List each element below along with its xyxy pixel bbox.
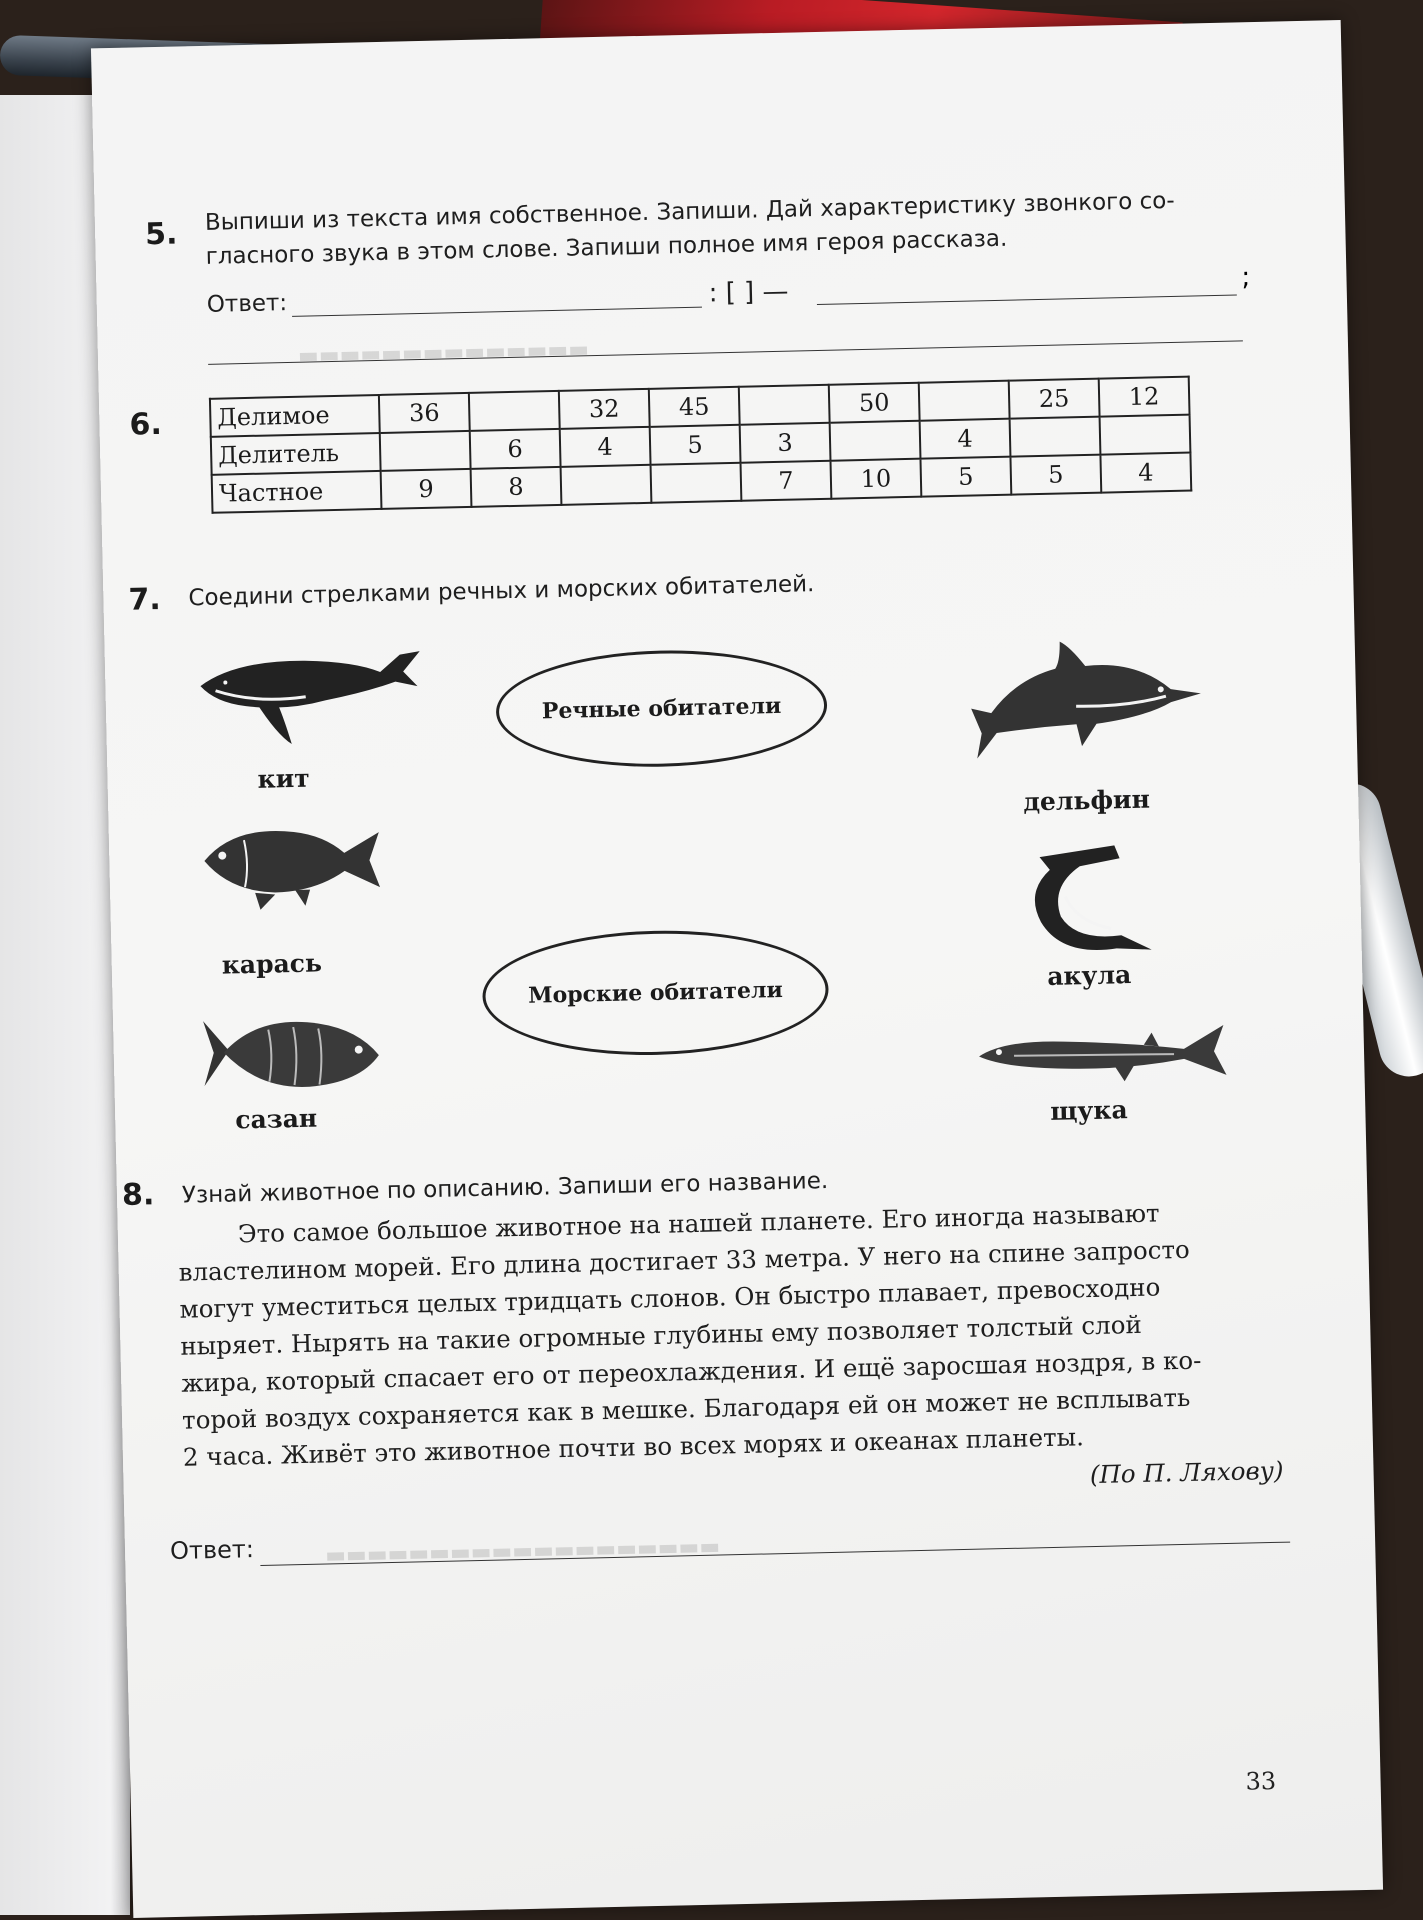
table-cell: 5: [650, 425, 741, 465]
table-cell[interactable]: [1100, 415, 1191, 455]
task6-number: 6.: [129, 406, 163, 443]
task8-instruction: Узнай животное по описанию. Запиши его название.: [181, 1167, 829, 1209]
table-cell: 6: [470, 429, 561, 469]
task5-answer-label: Ответ:: [206, 290, 288, 318]
dolphin-icon[interactable]: [965, 633, 1208, 768]
task5-number: 5.: [144, 216, 178, 253]
table-cell[interactable]: [1010, 417, 1101, 457]
workbook-page: [91, 20, 1383, 1918]
task5-instruction: [205, 181, 1286, 273]
table-cell: 5: [1010, 455, 1101, 495]
table-cell[interactable]: [651, 463, 742, 503]
table-cell[interactable]: [919, 381, 1010, 421]
oval-sea-dwellers[interactable]: Морские обитатели: [481, 927, 830, 1059]
table-cell: 45: [649, 387, 740, 427]
table-cell: 5: [920, 457, 1011, 497]
table-cell[interactable]: [380, 431, 471, 471]
story-source: (По П. Ляхову): [1089, 1455, 1284, 1490]
carp-fish-icon[interactable]: [198, 997, 390, 1106]
bleed-through: ▬▬▬▬▬▬▬▬▬▬▬▬▬▬▬▬▬▬▬: [324, 1534, 721, 1569]
task7-instruction: Соедини стрелками речных и морских обитателей.: [188, 571, 815, 612]
story-line: торой воздух сохраняется как в мешке. Благодаря ей он может не всплывать: [181, 1382, 1191, 1435]
shark-icon[interactable]: [1019, 839, 1162, 962]
division-table: [209, 376, 1192, 514]
table-cell: 4: [1100, 453, 1191, 493]
story-line: 2 часа. Живёт это животное почти во всех морях и океанах планеты.: [182, 1422, 1085, 1472]
task8-answer-label: Ответ:: [169, 1535, 255, 1566]
table-cell: 32: [559, 389, 650, 429]
row-header: Делимое: [210, 395, 380, 437]
table-cell[interactable]: [561, 465, 652, 505]
story-line: жира, который спасает его от переохлаждения. И ещё заросшая ноздря, в ко-: [180, 1345, 1202, 1398]
story-line: властелином морей. Его длина достигает 33 метра. У него на спине запросто: [178, 1234, 1191, 1287]
label-crucian: карась: [221, 948, 323, 980]
label-dolphin: дельфин: [1022, 784, 1151, 817]
story-line: ныряет. Нырять на такие огромные глубины ему позволяет толстый слой: [180, 1309, 1143, 1361]
table-cell: 8: [471, 467, 562, 507]
task5-sound-brackets: : [ ] —: [708, 276, 789, 309]
label-pike: щука: [1049, 1095, 1128, 1126]
story-line: Это самое большое животное на нашей планете. Его иногда называют: [237, 1198, 1160, 1249]
table-cell: 4: [920, 419, 1011, 459]
table-cell: 36: [379, 393, 470, 433]
table-cell: 7: [741, 461, 832, 501]
label-shark: акула: [1046, 960, 1132, 991]
table-cell[interactable]: [830, 421, 921, 461]
table-cell: 50: [829, 383, 920, 423]
story-line: могут уместиться целых тридцать слонов. Он быстро плавает, превосходно: [179, 1272, 1161, 1324]
label-carp: сазан: [234, 1103, 318, 1135]
task8-number: 8.: [121, 1177, 155, 1214]
table-cell: 4: [560, 427, 651, 467]
row-header: Частное: [212, 471, 382, 513]
bleed-through: ▬▬▬▬▬▬▬▬▬▬▬▬▬▬: [297, 337, 590, 369]
row-header: Делитель: [211, 433, 381, 475]
table-cell: 10: [830, 459, 921, 499]
oval-river-dwellers[interactable]: Речные обитатели: [495, 647, 829, 770]
page-number: 33: [1245, 1766, 1277, 1796]
task5-answer-line-2[interactable]: [817, 294, 1237, 305]
task8-story: [177, 1192, 1283, 1476]
table-cell: 3: [740, 423, 831, 463]
whale-icon[interactable]: [194, 636, 426, 751]
label-whale: кит: [257, 763, 310, 794]
task7-number: 7.: [128, 581, 162, 618]
table-cell[interactable]: [469, 391, 560, 431]
task5-answer-line-1[interactable]: [292, 307, 702, 317]
task5-semicolon: ;: [1241, 262, 1251, 293]
crucian-fish-icon[interactable]: [193, 812, 385, 916]
task5-line1: Выпиши из текста имя собственное. Запиши. Дай характеристику звонкого со-: [204, 187, 1175, 236]
table-cell: 12: [1099, 377, 1190, 417]
table-cell[interactable]: [739, 385, 830, 425]
task5-line2: гласного звука в этом слове. Запиши полное имя героя рассказа.: [205, 225, 1008, 270]
table-cell: 9: [381, 469, 472, 509]
pike-fish-icon[interactable]: [973, 1013, 1235, 1089]
table-cell: 25: [1009, 379, 1100, 419]
